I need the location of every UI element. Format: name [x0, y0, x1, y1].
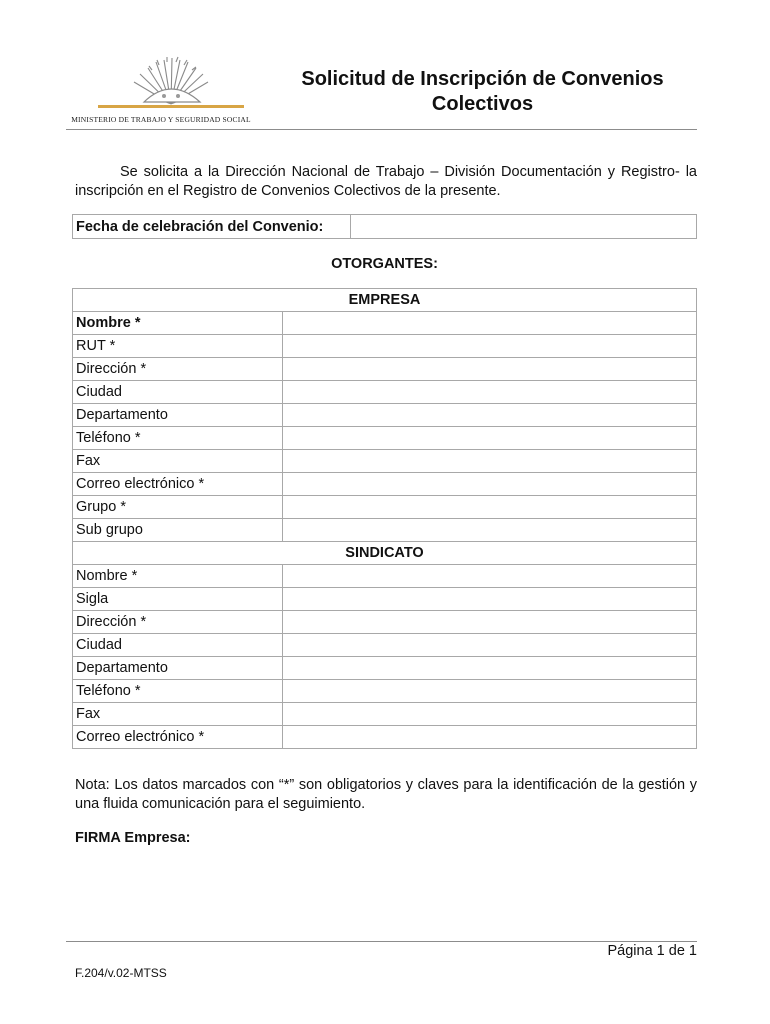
fecha-row — [73, 215, 697, 239]
intro-text: Se solicita a la Dirección Nacional de Trabajo – División Documentación y Registro- la inscripción en el Registro de Convenios Colectivos de la presente. — [75, 164, 697, 199]
empresa-ciudad-field[interactable] — [283, 381, 697, 404]
otorgantes-heading: OTORGANTES: — [331, 256, 438, 272]
nota-text: Nota: Los datos marcados con “*” son obligatorios y claves para la identificación de la gestión y una fluida comunicación para el seguimiento. — [75, 777, 697, 812]
table-row — [73, 427, 697, 450]
sindicato-direccion-field[interactable] — [283, 611, 697, 634]
empresa-grupo-field[interactable] — [283, 496, 697, 519]
sindicato-departamento-field[interactable] — [283, 657, 697, 680]
empresa-nombre-label: Nombre * — [73, 312, 283, 335]
sindicato-correo-field[interactable] — [283, 726, 697, 749]
fecha-table — [72, 214, 697, 239]
sindicato-sigla-field[interactable] — [283, 588, 697, 611]
ministry-logo — [66, 56, 256, 126]
sindicato-departamento-label: Departamento — [73, 657, 283, 680]
table-row — [73, 381, 697, 404]
empresa-telefono-label: Teléfono * — [73, 427, 283, 450]
table-row — [73, 611, 697, 634]
title-line-1: Solicitud de Inscripción de Convenios — [301, 68, 664, 90]
empresa-correo-field[interactable] — [283, 473, 697, 496]
empresa-direccion-field[interactable] — [283, 358, 697, 381]
empresa-rut-label: RUT * — [73, 335, 283, 358]
sindicato-ciudad-label: Ciudad — [73, 634, 283, 657]
intro-paragraph — [75, 163, 697, 201]
empresa-correo-label: Correo electrónico * — [73, 473, 283, 496]
sindicato-nombre-label: Nombre * — [73, 565, 283, 588]
table-row — [73, 703, 697, 726]
fecha-field[interactable] — [351, 215, 697, 239]
empresa-heading: EMPRESA — [73, 289, 697, 312]
empresa-telefono-field[interactable] — [283, 427, 697, 450]
table-row — [73, 588, 697, 611]
sindicato-telefono-field[interactable] — [283, 680, 697, 703]
sindicato-direccion-label: Dirección * — [73, 611, 283, 634]
footer-divider — [66, 941, 697, 942]
table-row — [73, 634, 697, 657]
otorgantes-table — [72, 288, 697, 749]
empresa-nombre-field[interactable] — [283, 312, 697, 335]
table-row — [73, 473, 697, 496]
page-title — [270, 67, 695, 117]
empresa-grupo-label: Grupo * — [73, 496, 283, 519]
table-row — [73, 358, 697, 381]
empresa-departamento-field[interactable] — [283, 404, 697, 427]
title-line-2: Colectivos — [431, 93, 534, 115]
sun-emblem-icon — [96, 56, 246, 112]
table-row — [73, 450, 697, 473]
sindicato-fax-label: Fax — [73, 703, 283, 726]
logo-caption: MINISTERIO DE TRABAJO Y SEGURIDAD SOCIAL — [71, 115, 251, 124]
sindicato-nombre-field[interactable] — [283, 565, 697, 588]
sindicato-correo-label: Correo electrónico * — [73, 726, 283, 749]
sindicato-heading: SINDICATO — [73, 542, 697, 565]
empresa-ciudad-label: Ciudad — [73, 381, 283, 404]
table-row — [73, 519, 697, 542]
empresa-rut-field[interactable] — [283, 335, 697, 358]
sindicato-ciudad-field[interactable] — [283, 634, 697, 657]
table-row — [73, 657, 697, 680]
sindicato-sigla-label: Sigla — [73, 588, 283, 611]
empresa-header-row — [73, 289, 697, 312]
table-row — [73, 565, 697, 588]
sindicato-telefono-label: Teléfono * — [73, 680, 283, 703]
sindicato-header-row — [73, 542, 697, 565]
empresa-subgrupo-label: Sub grupo — [73, 519, 283, 542]
form-code: F.204/v.02-MTSS — [75, 966, 167, 980]
empresa-subgrupo-field[interactable] — [283, 519, 697, 542]
sindicato-fax-field[interactable] — [283, 703, 697, 726]
firma-label: FIRMA Empresa: — [75, 830, 191, 846]
empresa-departamento-label: Departamento — [73, 404, 283, 427]
page-number: Página 1 de 1 — [607, 943, 697, 959]
header-divider — [66, 129, 697, 130]
empresa-fax-label: Fax — [73, 450, 283, 473]
table-row — [73, 496, 697, 519]
empresa-fax-field[interactable] — [283, 450, 697, 473]
fecha-label: Fecha de celebración del Convenio: — [73, 215, 351, 239]
table-row — [73, 312, 697, 335]
table-row — [73, 335, 697, 358]
table-row — [73, 726, 697, 749]
table-row — [73, 404, 697, 427]
empresa-direccion-label: Dirección * — [73, 358, 283, 381]
table-row — [73, 680, 697, 703]
